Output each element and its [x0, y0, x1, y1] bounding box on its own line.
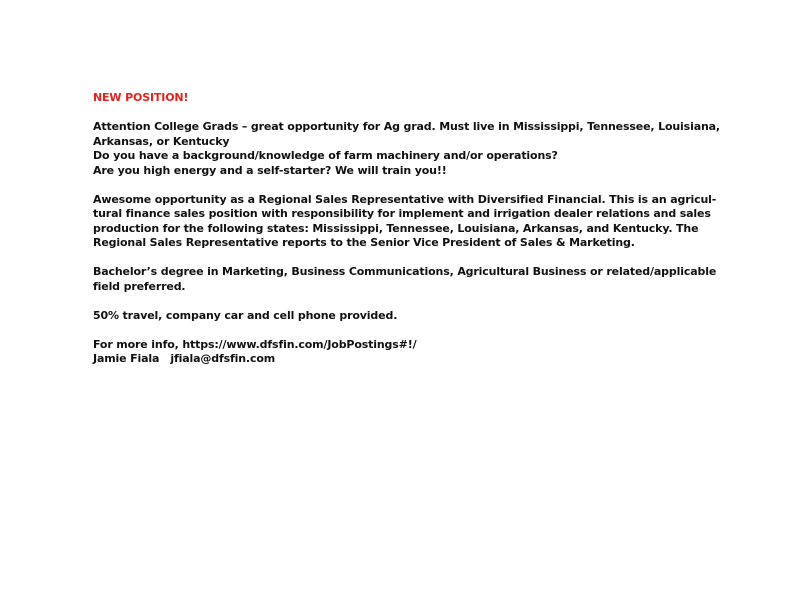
headline: NEW POSITION! [93, 91, 189, 104]
contact-line [93, 352, 683, 367]
intro-paragraph [93, 120, 720, 178]
description-line-2: tural finance sales position with responsibility for implement and irrigation dealer relations and sales [93, 207, 711, 220]
contact-email: jfiala@dfsfin.com [170, 352, 276, 365]
description-paragraph [93, 192, 717, 251]
job-posting [93, 91, 720, 381]
description-line-3: production for the following states: Mississippi, Tennessee, Louisiana, Arkansas, and Kentucky. The [93, 221, 699, 235]
travel-paragraph [93, 309, 683, 324]
education-line-1: Bachelor’s degree in Marketing, Business Communications, Agricultural Business or related/applicable [93, 265, 717, 278]
intro-line-1: Attention College Grads – great opportunity for Ag grad. Must live in Mississippi, Tennessee, Louisiana, [93, 120, 720, 133]
contact-name: Jamie Fiala [93, 352, 160, 365]
intro-line-3: Do you have a background/knowledge of farm machinery and/or operations? [93, 149, 558, 162]
contact-paragraph [93, 338, 683, 367]
travel-line: 50% travel, company car and cell phone provided. [93, 308, 398, 322]
description-line-4: Regional Sales Representative reports to the Senior Vice President of Sales & Marketing. [93, 236, 635, 249]
more-info-line: For more info, https://www.dfsfin.com/JobPostings#!/ [93, 337, 417, 351]
description-line-1: Awesome opportunity as a Regional Sales Representative with Diversified Financial. This is an agricul- [93, 192, 717, 206]
intro-line-2: Arkansas, or Kentucky [93, 134, 230, 148]
education-line-2: field preferred. [93, 279, 186, 293]
intro-line-4: Are you high energy and a self-starter? We will train you!! [93, 163, 447, 177]
contact-spacer [159, 352, 170, 365]
education-paragraph [93, 265, 717, 294]
